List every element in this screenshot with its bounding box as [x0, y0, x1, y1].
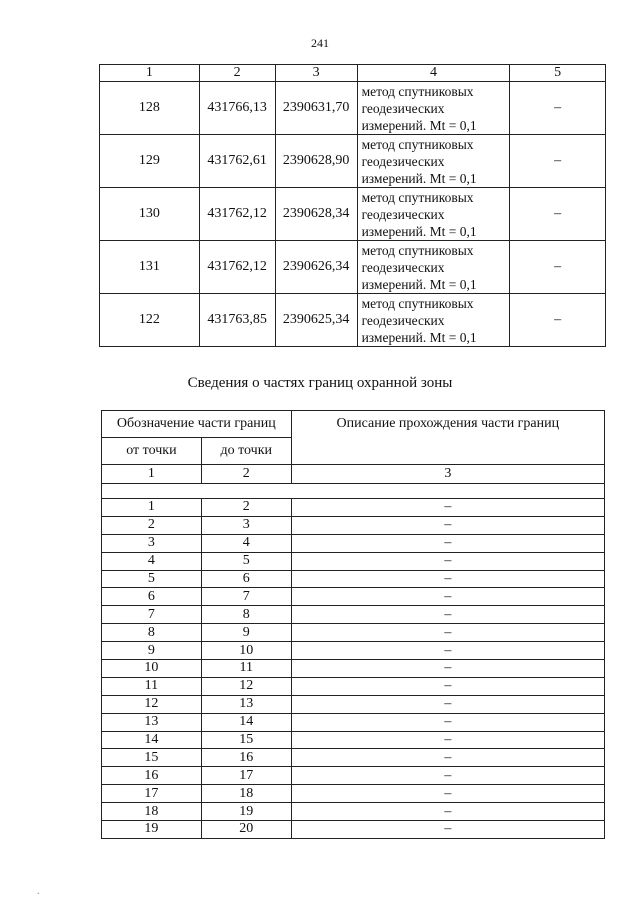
to-point-cell: 2: [201, 499, 291, 517]
boundary-part-row: [102, 677, 605, 695]
method-line: измерений. Mt = 0,1: [361, 170, 477, 186]
from-point-cell: 4: [102, 552, 202, 570]
description-cell: –: [291, 606, 604, 624]
boundary-part-row: [102, 731, 605, 749]
boundary-part-row: [102, 516, 605, 534]
y-coordinate-cell: 2390628,90: [275, 135, 357, 188]
footer-marker: .: [37, 886, 40, 897]
boundary-part-row: [102, 624, 605, 642]
boundary-parts-table: [101, 410, 605, 839]
y-coordinate-cell: 2390628,34: [275, 188, 357, 241]
description-cell: –: [291, 821, 604, 839]
to-point-cell: 6: [201, 570, 291, 588]
x-coordinate-cell: 431766,13: [199, 82, 275, 135]
to-point-cell: 4: [201, 534, 291, 552]
point-number-cell: 131: [100, 241, 200, 294]
to-point-cell: 3: [201, 516, 291, 534]
description-cell: –: [291, 660, 604, 678]
from-point-cell: 19: [102, 821, 202, 839]
description-cell: –: [291, 749, 604, 767]
description-cell: –: [291, 731, 604, 749]
boundary-part-row: [102, 695, 605, 713]
method-line: геодезических: [361, 100, 445, 116]
page-number: 241: [311, 36, 329, 50]
column-5-cell: –: [510, 294, 606, 347]
boundary-part-row: [102, 534, 605, 552]
description-cell: –: [291, 570, 604, 588]
column-number-4: 4: [357, 65, 510, 82]
method-line: геодезических: [361, 312, 445, 328]
point-number-cell: 130: [100, 188, 200, 241]
from-point-cell: 7: [102, 606, 202, 624]
coordinates-row: [100, 135, 606, 188]
from-point-cell: 16: [102, 767, 202, 785]
from-point-cell: 9: [102, 642, 202, 660]
description-cell: –: [291, 767, 604, 785]
y-coordinate-cell: 2390625,34: [275, 294, 357, 347]
boundary-part-row: [102, 785, 605, 803]
section-title: Сведения о частях границ охранной зоны: [187, 375, 453, 391]
coordinates-row: [100, 82, 606, 135]
point-number-cell: 122: [100, 294, 200, 347]
description-cell: –: [291, 534, 604, 552]
from-point-cell: 3: [102, 534, 202, 552]
method-cell: [357, 294, 510, 347]
description-cell: –: [291, 713, 604, 731]
description-cell: –: [291, 695, 604, 713]
method-line: измерений. Mt = 0,1: [361, 329, 477, 345]
method-cell: [357, 82, 510, 135]
to-point-cell: 14: [201, 713, 291, 731]
from-point-cell: 6: [102, 588, 202, 606]
column-number-1: 1: [100, 65, 200, 82]
from-point-cell: 11: [102, 677, 202, 695]
to-point-cell: 11: [201, 660, 291, 678]
description-cell: –: [291, 677, 604, 695]
method-line: метод спутниковых: [361, 242, 474, 258]
from-point-cell: 8: [102, 624, 202, 642]
method-cell: [357, 135, 510, 188]
to-point-cell: 5: [201, 552, 291, 570]
to-point-header: до точки: [201, 438, 291, 465]
to-point-cell: 16: [201, 749, 291, 767]
from-point-cell: 10: [102, 660, 202, 678]
boundary-part-row: [102, 552, 605, 570]
boundary-part-row: [102, 821, 605, 839]
to-point-cell: 9: [201, 624, 291, 642]
coordinates-table: [99, 64, 606, 347]
method-line: метод спутниковых: [361, 189, 474, 205]
boundary-part-row: [102, 749, 605, 767]
to-point-cell: 19: [201, 803, 291, 821]
column-number-2: 2: [201, 465, 291, 484]
column-5-cell: –: [510, 241, 606, 294]
column-number-1: 1: [102, 465, 202, 484]
description-cell: –: [291, 642, 604, 660]
x-coordinate-cell: 431763,85: [199, 294, 275, 347]
coordinates-row: [100, 188, 606, 241]
method-cell: [357, 188, 510, 241]
from-point-header: от точки: [102, 438, 202, 465]
method-line: геодезических: [361, 206, 445, 222]
method-line: геодезических: [361, 153, 445, 169]
x-coordinate-cell: 431762,61: [199, 135, 275, 188]
description-cell: –: [291, 624, 604, 642]
y-coordinate-cell: 2390631,70: [275, 82, 357, 135]
boundary-part-row: [102, 588, 605, 606]
from-point-cell: 1: [102, 499, 202, 517]
parts-column-numbers-row: [102, 465, 605, 484]
method-line: измерений. Mt = 0,1: [361, 276, 477, 292]
to-point-cell: 8: [201, 606, 291, 624]
boundary-part-row: [102, 803, 605, 821]
blank-cell: [102, 484, 605, 499]
method-line: метод спутниковых: [361, 136, 474, 152]
to-point-cell: 20: [201, 821, 291, 839]
boundary-part-row: [102, 606, 605, 624]
description-cell: –: [291, 499, 604, 517]
from-point-cell: 15: [102, 749, 202, 767]
x-coordinate-cell: 431762,12: [199, 188, 275, 241]
description-cell: –: [291, 785, 604, 803]
column-5-cell: –: [510, 135, 606, 188]
boundary-part-row: [102, 767, 605, 785]
to-point-cell: 12: [201, 677, 291, 695]
parts-header-row: [102, 411, 605, 438]
to-point-cell: 7: [201, 588, 291, 606]
boundary-part-row: [102, 713, 605, 731]
column-5-cell: –: [510, 82, 606, 135]
coordinates-row: [100, 241, 606, 294]
description-cell: –: [291, 516, 604, 534]
to-point-cell: 18: [201, 785, 291, 803]
from-point-cell: 12: [102, 695, 202, 713]
from-point-cell: 18: [102, 803, 202, 821]
y-coordinate-cell: 2390626,34: [275, 241, 357, 294]
column-5-cell: –: [510, 188, 606, 241]
to-point-cell: 15: [201, 731, 291, 749]
from-point-cell: 13: [102, 713, 202, 731]
method-line: измерений. Mt = 0,1: [361, 223, 477, 239]
description-header: Описание прохождения части границ: [291, 411, 604, 465]
method-line: измерений. Mt = 0,1: [361, 117, 477, 133]
boundary-part-row: [102, 642, 605, 660]
column-number-3: 3: [275, 65, 357, 82]
column-number-5: 5: [510, 65, 606, 82]
method-cell: [357, 241, 510, 294]
from-point-cell: 2: [102, 516, 202, 534]
from-point-cell: 5: [102, 570, 202, 588]
coordinates-row: [100, 294, 606, 347]
boundary-part-row: [102, 570, 605, 588]
boundary-part-row: [102, 660, 605, 678]
method-line: геодезических: [361, 259, 445, 275]
point-number-cell: 128: [100, 82, 200, 135]
from-point-cell: 14: [102, 731, 202, 749]
x-coordinate-cell: 431762,12: [199, 241, 275, 294]
description-cell: –: [291, 803, 604, 821]
to-point-cell: 10: [201, 642, 291, 660]
to-point-cell: 13: [201, 695, 291, 713]
column-number-3: 3: [291, 465, 604, 484]
parts-blank-row: [102, 484, 605, 499]
description-cell: –: [291, 552, 604, 570]
method-line: метод спутниковых: [361, 83, 474, 99]
boundary-part-row: [102, 499, 605, 517]
to-point-cell: 17: [201, 767, 291, 785]
from-point-cell: 17: [102, 785, 202, 803]
coordinates-header-row: [100, 65, 606, 82]
column-number-2: 2: [199, 65, 275, 82]
description-cell: –: [291, 588, 604, 606]
point-number-cell: 129: [100, 135, 200, 188]
designation-header: Обозначение части границ: [102, 411, 292, 438]
method-line: метод спутниковых: [361, 295, 474, 311]
